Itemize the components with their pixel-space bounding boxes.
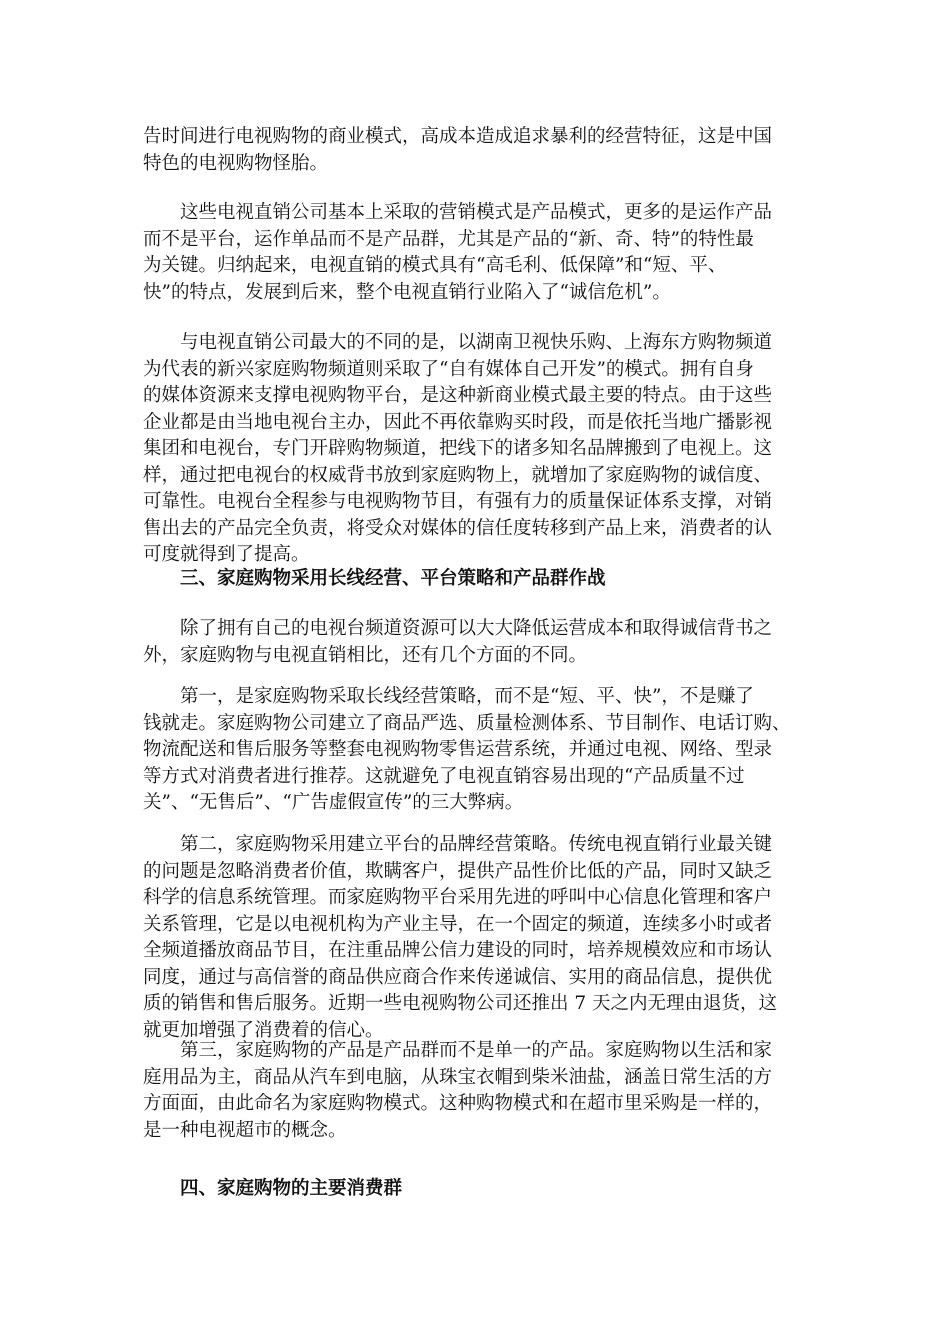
text-line: 可度就得到了提高。 xyxy=(143,544,310,565)
text-line: 钱就走。家庭购物公司建立了商品严选、质量检测体系、节目制作、电话订购、 xyxy=(143,712,791,734)
paragraph-3 xyxy=(143,330,815,569)
section-heading-4: 四、家庭购物的主要消费群 xyxy=(180,1178,403,1199)
text-line: 特色的电视购物怪胎。 xyxy=(143,152,329,174)
text-line: 为关键。归纳起来，电视直销的模式具有“高毛利、低保障”和“短、平、 xyxy=(143,255,727,276)
text-line: 第一，是家庭购物采取长线经营策略，而不是“短、平、快”，不是赚了 xyxy=(143,686,754,707)
text-line: 告时间进行电视购物的商业模式，高成本造成追求暴利的经营特征，这是中国 xyxy=(143,126,773,147)
text-line: 的媒体资源来支撑电视购物平台，是这种新商业模式最主要的特点。由于这些 xyxy=(143,385,773,406)
text-line: 科学的信息系统管理。而家庭购物平台采用先进的呼叫中心信息化管理和客户 xyxy=(143,887,773,908)
text-line: 这些电视直销公司基本上采取的营销模式是产品模式，更多的是运作产品 xyxy=(143,202,773,223)
text-line: 集团和电视台，专门开辟购物频道，把线下的诸多知名品牌搬到了电视上。这 xyxy=(143,438,773,459)
text-line: 关”、“无售后”、“广告虚假宣传”的三大弊病。 xyxy=(143,792,524,813)
text-line: 同度，通过与高信誉的商品供应商合作来传递诚信、实用的商品信息，提供优 xyxy=(143,966,773,988)
text-line: 全频道播放商品节目，在注重品牌公信力建设的同时，培养规模效应和市场认 xyxy=(143,940,773,961)
text-line: 是一种电视超市的概念。 xyxy=(143,1119,347,1141)
text-line: 方面面，由此命名为家庭购物模式。这种购物模式和在超市里采购是一样的， xyxy=(143,1093,773,1114)
paragraph-1 xyxy=(143,124,815,177)
text-line: 质的销售和售后服务。近期一些电视购物公司还推出 7 天之内无理由退货，这 xyxy=(143,993,778,1014)
text-line: 快”的特点，发展到后来，整个电视直销行业陷入了“诚信危机”。 xyxy=(143,281,671,303)
text-line: 关系管理，它是以电视机构为产业主导，在一个固定的频道，连续多小时或者 xyxy=(143,913,773,935)
text-line: 为代表的新兴家庭购物频道则采取了“自有媒体自己开发”的模式。拥有自身 xyxy=(143,358,754,380)
paragraph-2 xyxy=(143,200,815,306)
paragraph-7 xyxy=(143,1038,815,1144)
text-line: 除了拥有自己的电视台频道资源可以大大降低运营成本和取得诚信背书之 xyxy=(143,618,773,639)
section-heading-3: 三、家庭购物采用长线经营、平台策略和产品群作战 xyxy=(180,568,606,589)
text-line: 第三，家庭购物的产品是产品群而不是单一的产品。家庭购物以生活和家 xyxy=(143,1040,773,1061)
paragraph-4 xyxy=(143,616,815,669)
text-line: 企业都是由当地电视台主办，因此不再依靠购买时段，而是依托当地广播影视 xyxy=(143,411,773,433)
paragraph-6 xyxy=(143,832,815,1044)
text-line: 就更加增强了消费着的信心。 xyxy=(143,1019,384,1041)
text-line: 物流配送和售后服务等整套电视购物零售运营系统，并通过电视、网络、型录 xyxy=(143,739,773,760)
text-line: 与电视直销公司最大的不同的是，以湖南卫视快乐购、上海东方购物频道 xyxy=(143,332,773,353)
text-line: 外，家庭购物与电视直销相比，还有几个方面的不同。 xyxy=(143,644,588,666)
text-line: 庭用品为主，商品从汽车到电脑，从珠宝衣帽到柴米油盐，涵盖日常生活的方 xyxy=(143,1066,773,1088)
paragraph-5 xyxy=(143,684,815,817)
text-line: 而不是平台，运作单品而不是产品群，尤其是产品的“新、奇、特”的特性最 xyxy=(143,228,754,250)
text-line: 第二，家庭购物采用建立平台的品牌经营策略。传统电视直销行业最关键 xyxy=(143,834,773,855)
text-line: 售出去的产品完全负责，将受众对媒体的信任度转移到产品上来，消费者的认 xyxy=(143,517,773,539)
text-line: 可靠性。电视台全程参与电视购物节目，有强有力的质量保证体系支撑，对销 xyxy=(143,491,773,512)
text-line: 等方式对消费者进行推荐。这就避免了电视直销容易出现的“产品质量不过 xyxy=(143,765,745,787)
text-line: 样，通过把电视台的权威背书放到家庭购物上，就增加了家庭购物的诚信度、 xyxy=(143,464,773,486)
text-line: 的问题是忽略消费者价值，欺瞒客户，提供产品性价比低的产品，同时又缺乏 xyxy=(143,860,773,882)
